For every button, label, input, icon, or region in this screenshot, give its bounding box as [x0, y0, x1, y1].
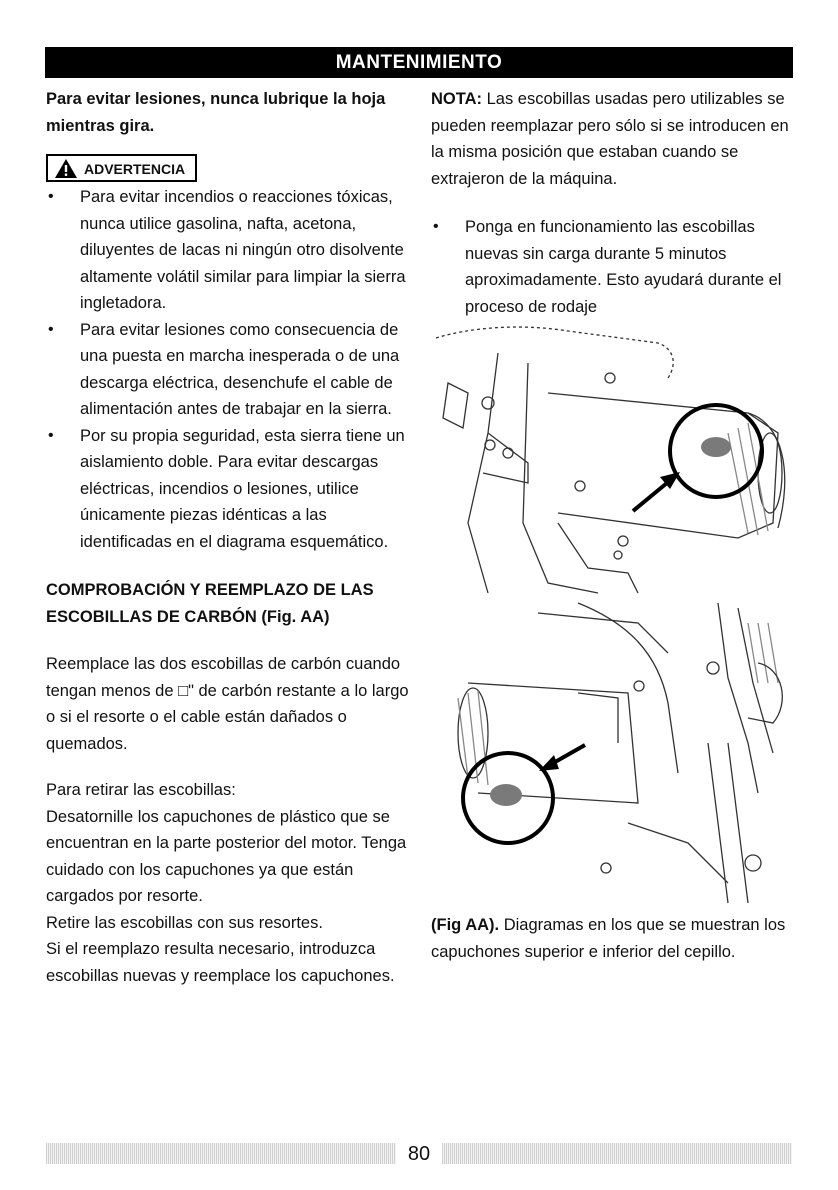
footer-bar-right: [442, 1143, 792, 1164]
instruction-line: Para retirar las escobillas:: [46, 781, 236, 799]
instruction-line: Retire las escobillas con sus resortes.: [46, 913, 323, 932]
left-column: [46, 86, 416, 989]
warning-label: ADVERTENCIA: [84, 160, 186, 177]
warning-list: [46, 184, 416, 555]
footer-bar-left: [46, 1143, 396, 1164]
figure-caption: [431, 912, 801, 965]
list-item-text: Por su propia seguridad, esta sierra tiene un aislamiento doble. Para evitar descargas eléctricas, incendios o lesiones, utilice únicamente piezas idénticas a las identificadas en el diagrama esquemático.: [80, 426, 405, 551]
note-label: NOTA:: [431, 90, 483, 108]
caption-label: (Fig AA).: [431, 916, 500, 934]
list-item: • Para evitar incendios o reacciones tóxicas, nunca utilice gasolina, nafta, acetona, diluyentes de lacas ni ningún otro disolvente altamente volátil similar para limpiar la sierra ingletadora.: [48, 188, 406, 312]
warning-badge: [46, 154, 197, 182]
caption-text: Diagramas en los que se muestran los capuchones superior e inferior del cepillo.: [431, 916, 786, 961]
list-item: • Ponga en funcionamiento las escobillas nuevas sin carga durante 5 minutos aproximadamente. Esto ayudará durante el proceso de rodaje: [433, 218, 782, 316]
list-item: • Por su propia seguridad, esta sierra tiene un aislamiento doble. Para evitar descargas eléctricas, incendios o lesiones, utilice únicamente piezas idénticas a las identificadas en el diagrama esquemático.: [48, 426, 405, 551]
list-item: • Para evitar lesiones como consecuencia de una puesta en marcha inesperada o de una descarga eléctrica, desenchufe el cable de alimentación antes de trabajar en la sierra.: [48, 320, 400, 418]
page-number: 80: [407, 1143, 431, 1165]
list-item-text: Ponga en funcionamiento las escobillas nuevas sin carga durante 5 minutos aproximadamente. Esto ayudará durante el proceso de rodaje: [465, 218, 782, 316]
note-text: Las escobillas usadas pero utilizables se pueden reemplazar pero sólo si se introducen en la misma posición que estaban cuando se extrajeron de la máquina.: [431, 90, 789, 188]
warning-triangle-icon: [54, 158, 78, 179]
removal-instructions: [46, 777, 416, 989]
lubrication-warning: Para evitar lesiones, nunca lubrique la hoja mientras gira.: [46, 90, 386, 135]
note-paragraph: [431, 86, 801, 192]
replace-paragraph: Reemplace las dos escobillas de carbón cuando tengan menos de □" de carbón restante a lo largo o si el resorte o el cable están dañados o quemados.: [46, 655, 409, 753]
page-header: MANTENIMIENTO: [45, 47, 793, 78]
instruction-line: Si el reemplazo resulta necesario, introduzca escobillas nuevas y reemplace los capuchones.: [46, 940, 395, 985]
list-item-text: Para evitar lesiones como consecuencia de una puesta en marcha inesperada o de una descarga eléctrica, desenchufe el cable de alimentación antes de trabajar en la sierra.: [80, 320, 400, 418]
section-title: COMPROBACIÓN Y REEMPLAZO DE LAS ESCOBILLAS DE CARBÓN (Fig. AA): [46, 581, 374, 626]
run-in-list: [431, 214, 801, 320]
list-item-text: Para evitar incendios o reacciones tóxicas, nunca utilice gasolina, nafta, acetona, diluyentes de lacas ni ningún otro disolvente altamente volátil similar para limpiar la sierra ingletadora.: [80, 188, 406, 312]
brush-cap-diagram: [428, 323, 794, 905]
instruction-line: Desatornille los capuchones de plástico que se encuentran en la parte posterior del motor. Tenga cuidado con los capuchones ya que están cargados por resorte.: [46, 807, 407, 905]
right-column: [431, 86, 801, 320]
